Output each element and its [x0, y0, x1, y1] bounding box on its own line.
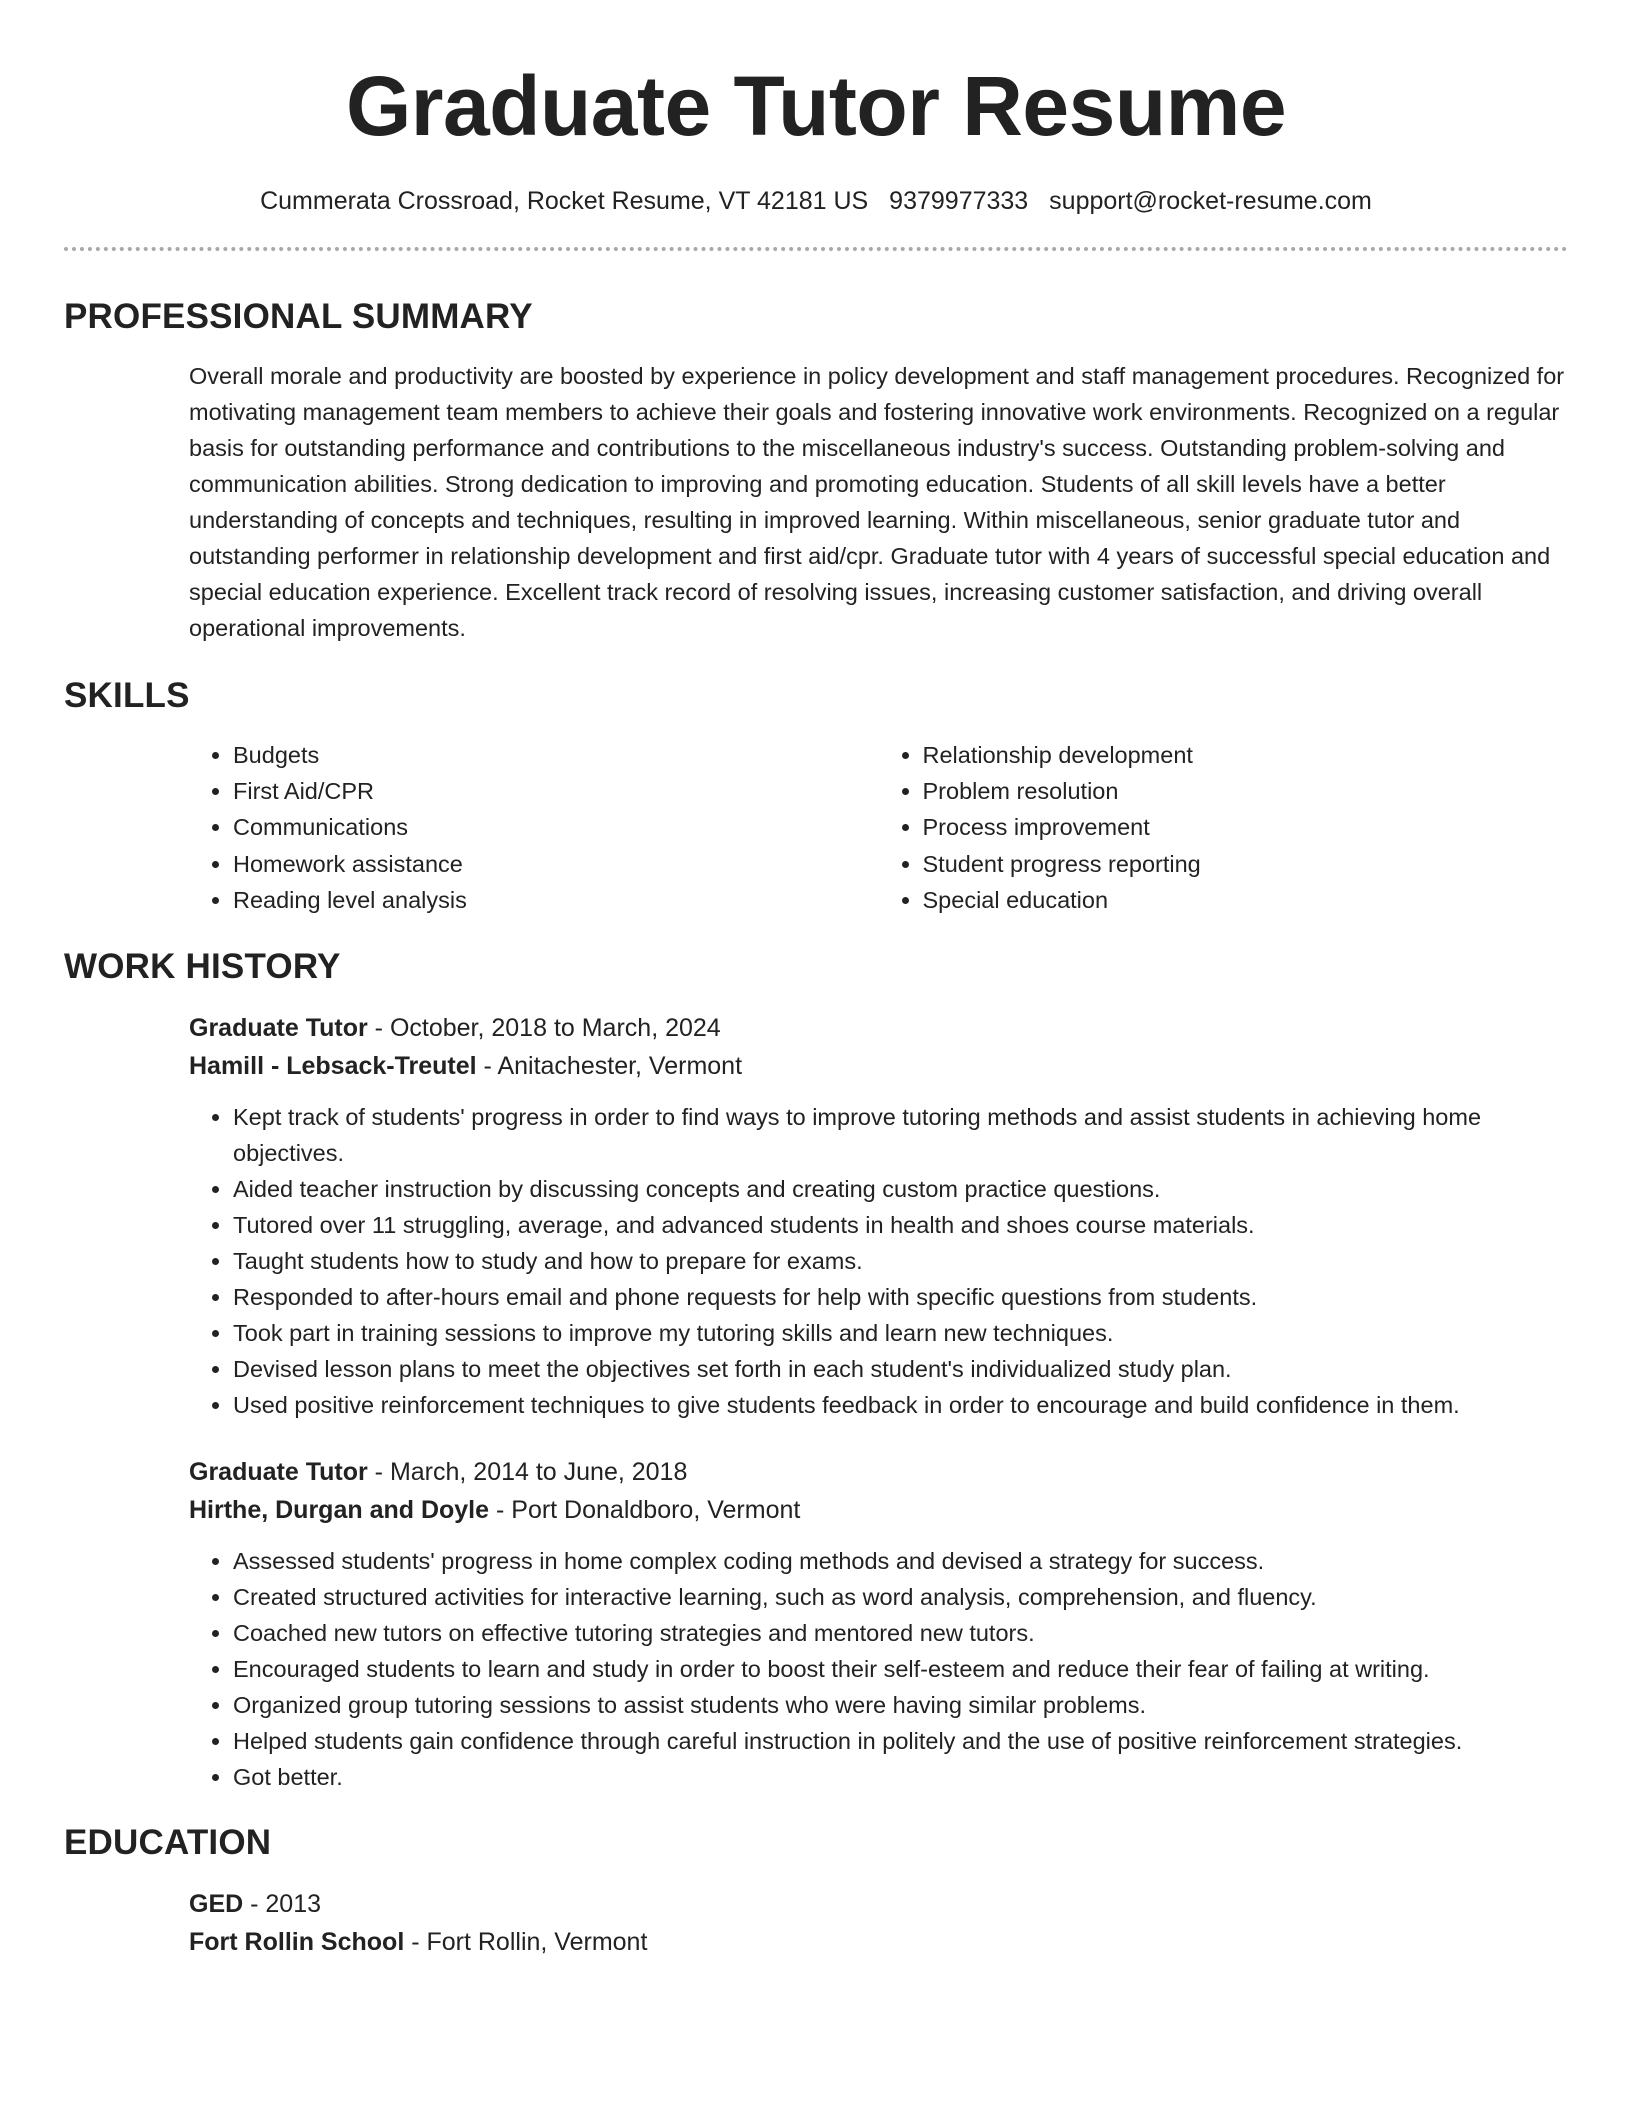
job-location: Port Donaldboro, Vermont: [511, 1496, 801, 1525]
job-bullet: • Helped students gain confidence through careful instruction in politely and the use of positive reinforcement strategies.: [233, 1723, 1568, 1759]
job-bullet: • Got better.: [233, 1759, 1568, 1795]
summary-text: Overall morale and productivity are boosted by experience in policy development and staff management procedures. Recognized for motivating management team members to achieve their goals and fostering innovative work environments. Recognized on a regular basis for outstanding performance and contributions to the miscellaneous industry's success. Outstanding problem-solving and communication abilities. Strong dedication to improving and promoting education. Students of all skill levels have a better understanding of concepts and techniques, resulting in improved learning. Within miscellaneous, senior graduate tutor and outstanding performer in relationship development and first aid/cpr. Graduate tutor with 4 years of successful special education and special education experience. Excellent track record of resolving issues, increasing customer satisfaction, and driving overall operational improvements.: [189, 363, 1565, 641]
job-bullet: • Responded to after-hours email and phone requests for help with specific questions from students.: [233, 1279, 1568, 1315]
separator: -: [243, 1890, 266, 1919]
section-heading-education: EDUCATION: [64, 1823, 272, 1863]
education-year: 2013: [265, 1890, 322, 1919]
job-entry: [189, 1009, 1568, 1423]
skill-item: • Problem resolution: [923, 773, 1569, 809]
separator: -: [367, 1458, 390, 1487]
job-title: Graduate Tutor: [189, 1458, 368, 1487]
separator: -: [367, 1014, 390, 1043]
skill-item: • Relationship development: [923, 737, 1569, 773]
skills-list-left: [189, 737, 879, 918]
education-degree: GED: [189, 1890, 244, 1919]
separator: -: [404, 1928, 427, 1957]
education-entry: [189, 1885, 1568, 1961]
job-company: Hirthe, Durgan and Doyle: [189, 1496, 490, 1525]
skills-columns: [189, 737, 1568, 918]
job-dates: March, 2014 to June, 2018: [389, 1458, 688, 1487]
skill-item: • Homework assistance: [233, 846, 879, 882]
skill-item: • Process improvement: [923, 809, 1569, 845]
education-school-line: [189, 1923, 1568, 1961]
job-bullet: • Used positive reinforcement techniques to give students feedback in order to encourage and build confidence in them.: [233, 1387, 1568, 1423]
job-bullet: • Organized group tutoring sessions to assist students who were having similar problems.: [233, 1687, 1568, 1723]
skill-item: • Reading level analysis: [233, 882, 879, 918]
job-entry: [189, 1453, 1568, 1795]
contact-email: support@rocket-resume.com: [1049, 187, 1372, 215]
section-skills: [64, 674, 1568, 918]
skill-item: • Special education: [923, 882, 1569, 918]
job-bullet: • Kept track of students' progress in order to find ways to improve tutoring methods and assist students in achieving home objectives.: [233, 1099, 1568, 1171]
resume-title: Graduate Tutor Resume: [345, 59, 1287, 153]
education-location: Fort Rollin, Vermont: [426, 1928, 648, 1957]
job-bullet: • Assessed students' progress in home complex coding methods and devised a strategy for success.: [233, 1543, 1568, 1579]
job-dates: October, 2018 to March, 2024: [389, 1014, 721, 1043]
section-heading-work: WORK HISTORY: [64, 947, 341, 987]
skill-item: • Communications: [233, 809, 879, 845]
separator: -: [489, 1496, 512, 1525]
job-bullets: [189, 1099, 1568, 1423]
job-bullet: • Took part in training sessions to improve my tutoring skills and learn new techniques.: [233, 1315, 1568, 1351]
contact-address: Cummerata Crossroad, Rocket Resume, VT 42181 US: [260, 187, 869, 215]
skill-item: • Student progress reporting: [923, 846, 1569, 882]
job-bullet: • Devised lesson plans to meet the objectives set forth in each student's individualized study plan.: [233, 1351, 1568, 1387]
section-heading-summary: PROFESSIONAL SUMMARY: [64, 297, 533, 336]
section-professional-summary: [64, 295, 1568, 646]
job-company: Hamill - Lebsack-Treutel: [189, 1052, 477, 1081]
contact-line: [64, 185, 1568, 217]
section-work-history: [64, 945, 1568, 1795]
section-heading-skills: SKILLS: [64, 676, 190, 715]
separator: -: [476, 1052, 498, 1081]
skill-item: • Budgets: [233, 737, 879, 773]
job-location: Anitachester, Vermont: [497, 1052, 743, 1081]
job-company-line: [189, 1491, 1568, 1529]
contact-phone: 9379977333: [889, 187, 1029, 215]
header-divider: [64, 247, 1568, 251]
job-bullet: • Coached new tutors on effective tutoring strategies and mentored new tutors.: [233, 1615, 1568, 1651]
skill-item: • First Aid/CPR: [233, 773, 879, 809]
job-bullet: • Encouraged students to learn and study in order to boost their self-esteem and reduce their fear of failing at writing.: [233, 1651, 1568, 1687]
skills-list-right: [879, 737, 1569, 918]
education-school: Fort Rollin School: [189, 1928, 405, 1957]
job-bullet: • Aided teacher instruction by discussing concepts and creating custom practice questions.: [233, 1171, 1568, 1207]
job-bullet: • Taught students how to study and how to prepare for exams.: [233, 1243, 1568, 1279]
job-title-line: [189, 1453, 1568, 1491]
job-bullet: • Tutored over 11 struggling, average, and advanced students in health and shoes course materials.: [233, 1207, 1568, 1243]
section-education: [64, 1821, 1568, 1961]
job-company-line: [189, 1047, 1568, 1085]
job-bullet: • Created structured activities for interactive learning, such as word analysis, comprehension, and fluency.: [233, 1579, 1568, 1615]
education-degree-line: [189, 1885, 1568, 1923]
job-title: Graduate Tutor: [189, 1014, 368, 1043]
job-bullets: [189, 1543, 1568, 1795]
job-title-line: [189, 1009, 1568, 1047]
